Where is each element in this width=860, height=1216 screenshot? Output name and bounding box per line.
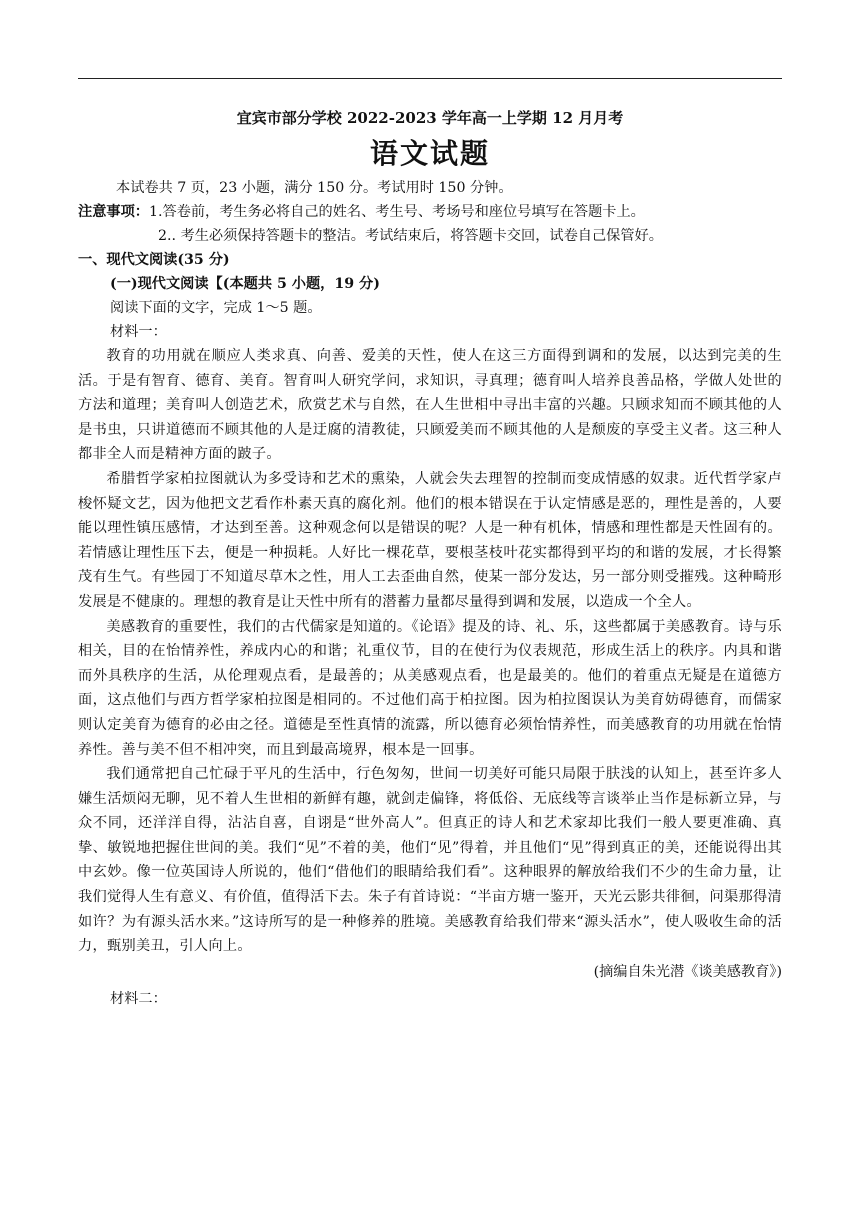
exam-title: 语文试题: [369, 137, 490, 170]
material-1-label: 材料一：: [110, 324, 167, 340]
exam-intro: 本试卷共 7 页，23 小题，满分 150 分。考试用时 150 分钟。: [116, 180, 513, 196]
paragraph-4: 我们通常把自己忙碌于平凡的生活中，行色匆匆，世间一切美好可能只局限于肤浅的认知上，甚至许多人嫌生活烦闷无聊，见不着人生世相的新鲜有趣，就剑走偏锋，将低俗、无底线等言谈举止当作是标新立异，与众不同，还洋洋自得，沾沾自喜，自诩是“世外高人”。但真正的诗人和艺术家却比我们一般人要更准确、真挚、敏锐地把握住世间的美。我们“见”不着的美，他们“见”得着，并且他们“见”得到真正的美，还能说得出其中玄妙。像一位英国诗人所说的，他们“借他们的眼睛给我们看”。这种眼界的解放给我们不少的生命力量，让我们觉得人生有意义、有价值，值得活下去。朱子有首诗说：“半亩方塘一鉴开，天光云影共徘徊，问渠那得清如许？为有源头活水来。”这诗所写的是一种修养的胜境。美感教育给我们带来“源头活水”，使人吸收生命的活力，甄别美丑，引人向上。: [78, 766, 782, 955]
header-rule: [78, 78, 782, 79]
notice-item-2: 2.. 考生必须保持答题卡的整洁。考试结束后，将答题卡交回，试卷自己保管好。: [158, 228, 663, 244]
source-citation: (摘编自朱光潜《谈美感教育》): [593, 963, 782, 980]
notice-label: 注意事项：: [78, 204, 149, 220]
exam-subtitle: 宜宾市部分学校 2022-2023 学年高一上学期 12 月月考: [236, 109, 624, 127]
section-heading: 一、现代文阅读(35 分): [78, 252, 230, 268]
paragraph-3: 美感教育的重要性，我们的古代儒家是知道的。《论语》提及的诗、礼、乐，这些都属于美感教育。诗与乐相关，目的在怡情养性，养成内心的和谐；礼重仪节，目的在使行为仪表规范，形成生活上的秩序。内具和谐而外具秩序的生活，从伦理观点看，是最善的；从美感观点看，也是最美的。他们的着重点无疑是在道德方面，这点他们与西方哲学家柏拉图是相同的。不过他们高于柏拉图。因为柏拉图误认为美育妨碍德育，而儒家则认定美育为德育的必由之径。道德是至性真情的流露，所以德育必须怡情养性，而美感教育的功用就在怡情养性。善与美不但不相冲突，而且到最高境界，根本是一回事。: [78, 618, 782, 758]
material-2-label: 材料二：: [110, 990, 167, 1007]
notice-line-1: [78, 200, 782, 224]
reading-instruction: 阅读下面的文字，完成 1～5 题。: [110, 300, 322, 316]
paragraph-2: 希腊哲学家柏拉图就认为多受诗和艺术的熏染，人就会失去理智的控制而变成情感的奴隶。近代哲学家卢梭怀疑文艺，因为他把文艺看作朴素天真的腐化剂。他们的根本错误在于认定情感是恶的，理性是善的，人要能以理性镇压感情，才达到至善。这种观念何以是错误的呢？人是一种有机体，情感和理性都是天性固有的。若情感让理性压下去，便是一种损耗。人好比一棵花草，要根茎枝叶花实都得到平均的和谐的发展，才长得繁茂有生气。有些园丁不知道尽草木之性，用人工去歪曲自然，使某一部分发达，另一部分则受摧残。这种畸形发展是不健康的。理想的教育是让天性中所有的潜蓄力量都尽量得到调和发展，以造成一个全人。: [78, 470, 782, 610]
subsection-heading: (一)现代文阅读【(本题共 5 小题，19 分): [110, 276, 380, 292]
exam-page: [78, 106, 782, 1013]
paragraph-1: 教育的功用就在顺应人类求真、向善、爱美的天性，使人在这三方面得到调和的发展，以达到完美的生活。于是有智育、德育、美育。智育叫人研究学问，求知识，寻真理；德育叫人培养良善品格，学做人处世的方法和道理；美育叫人创造艺术，欣赏艺术与自然，在人生世相中寻出丰富的兴趣。只顾求知而不顾其他的人是书虫，只讲道德而不顾其他的人是迂腐的清教徒，只顾爱美而不顾其他的人是颓废的享受主义者。这三种人都非全人而是精神方面的跛子。: [78, 348, 782, 463]
notice-item-1: 1.答卷前，考生务必将自己的姓名、考生号、考场号和座位号填写在答题卡上。: [148, 204, 645, 220]
